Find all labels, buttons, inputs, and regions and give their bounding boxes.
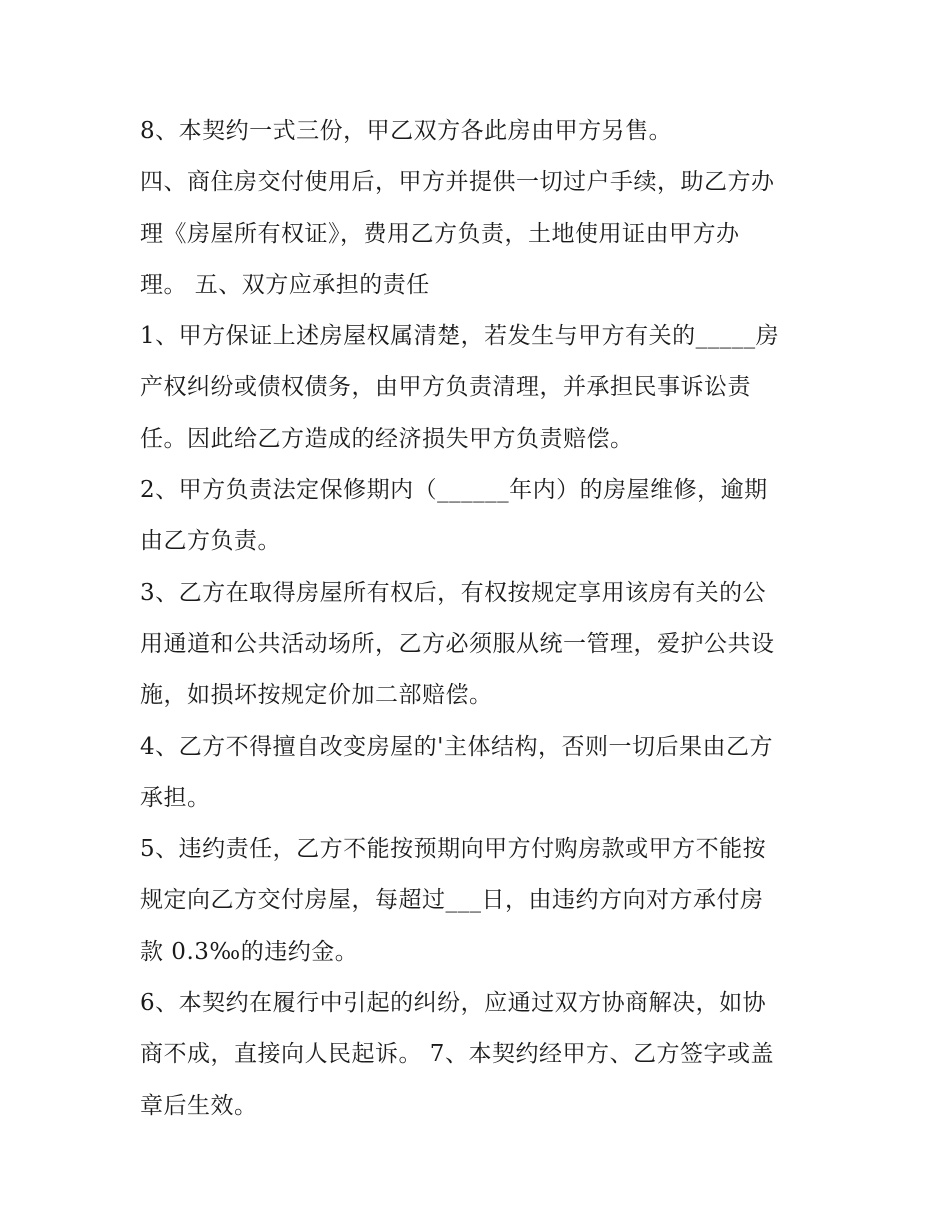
text-line: 5、违约责任，乙方不能按预期向甲方付购房款或甲方不能按 — [140, 836, 767, 863]
text-line: 施，如损坏按规定价加二部赔偿。 — [140, 682, 493, 709]
text-line: 8、本契约一式三份，甲乙双方各此房由甲方另售。 — [140, 118, 673, 144]
text-line: 用通道和公共活动场所，乙方必须服从统一管理，爱护公共设 — [140, 630, 775, 657]
text-line: 4、乙方不得擅自改变房屋的'主体结构，否则一切后果由乙方 — [140, 733, 773, 760]
text-line: 2、甲方负责法定保修期内（______年内）的房屋维修，逾期 — [140, 477, 768, 504]
text-line: 1、甲方保证上述房屋权属清楚，若发生与甲方有关的_____房 — [140, 323, 780, 350]
text-line: 商不成，直接向人民起诉。 7、本契约经甲方、乙方签字或盖 — [140, 1041, 774, 1068]
text-line: 款 0.3‰的违约金。 — [140, 938, 359, 965]
text-line: 理。 五、双方应承担的责任 — [140, 271, 430, 298]
text-line: 任。因此给乙方造成的经济损失甲方负责赔偿。 — [140, 425, 634, 452]
text-line: 章后生效。 — [140, 1092, 258, 1119]
text-line: 理《房屋所有权证》，费用乙方负责，土地使用证由甲方办 — [140, 220, 740, 247]
text-line: 规定向乙方交付房屋，每超过___日，由违约方向对方承付房 — [140, 887, 764, 914]
text-line: 由乙方负责。 — [140, 528, 281, 555]
text-line: 3、乙方在取得房屋所有权后，有权按规定享用该房有关的公 — [140, 579, 767, 606]
text-line: 6、本契约在履行中引起的纠纷，应通过双方协商解决，如协 — [140, 990, 767, 1017]
text-line: 产权纠纷或债权债务，由甲方负责清理，并承担民事诉讼责 — [140, 374, 751, 401]
document-body — [140, 106, 820, 1132]
text-line: 承担。 — [140, 784, 211, 811]
text-line: 四、商住房交付使用后，甲方并提供一切过户手续，助乙方办 — [140, 169, 775, 196]
